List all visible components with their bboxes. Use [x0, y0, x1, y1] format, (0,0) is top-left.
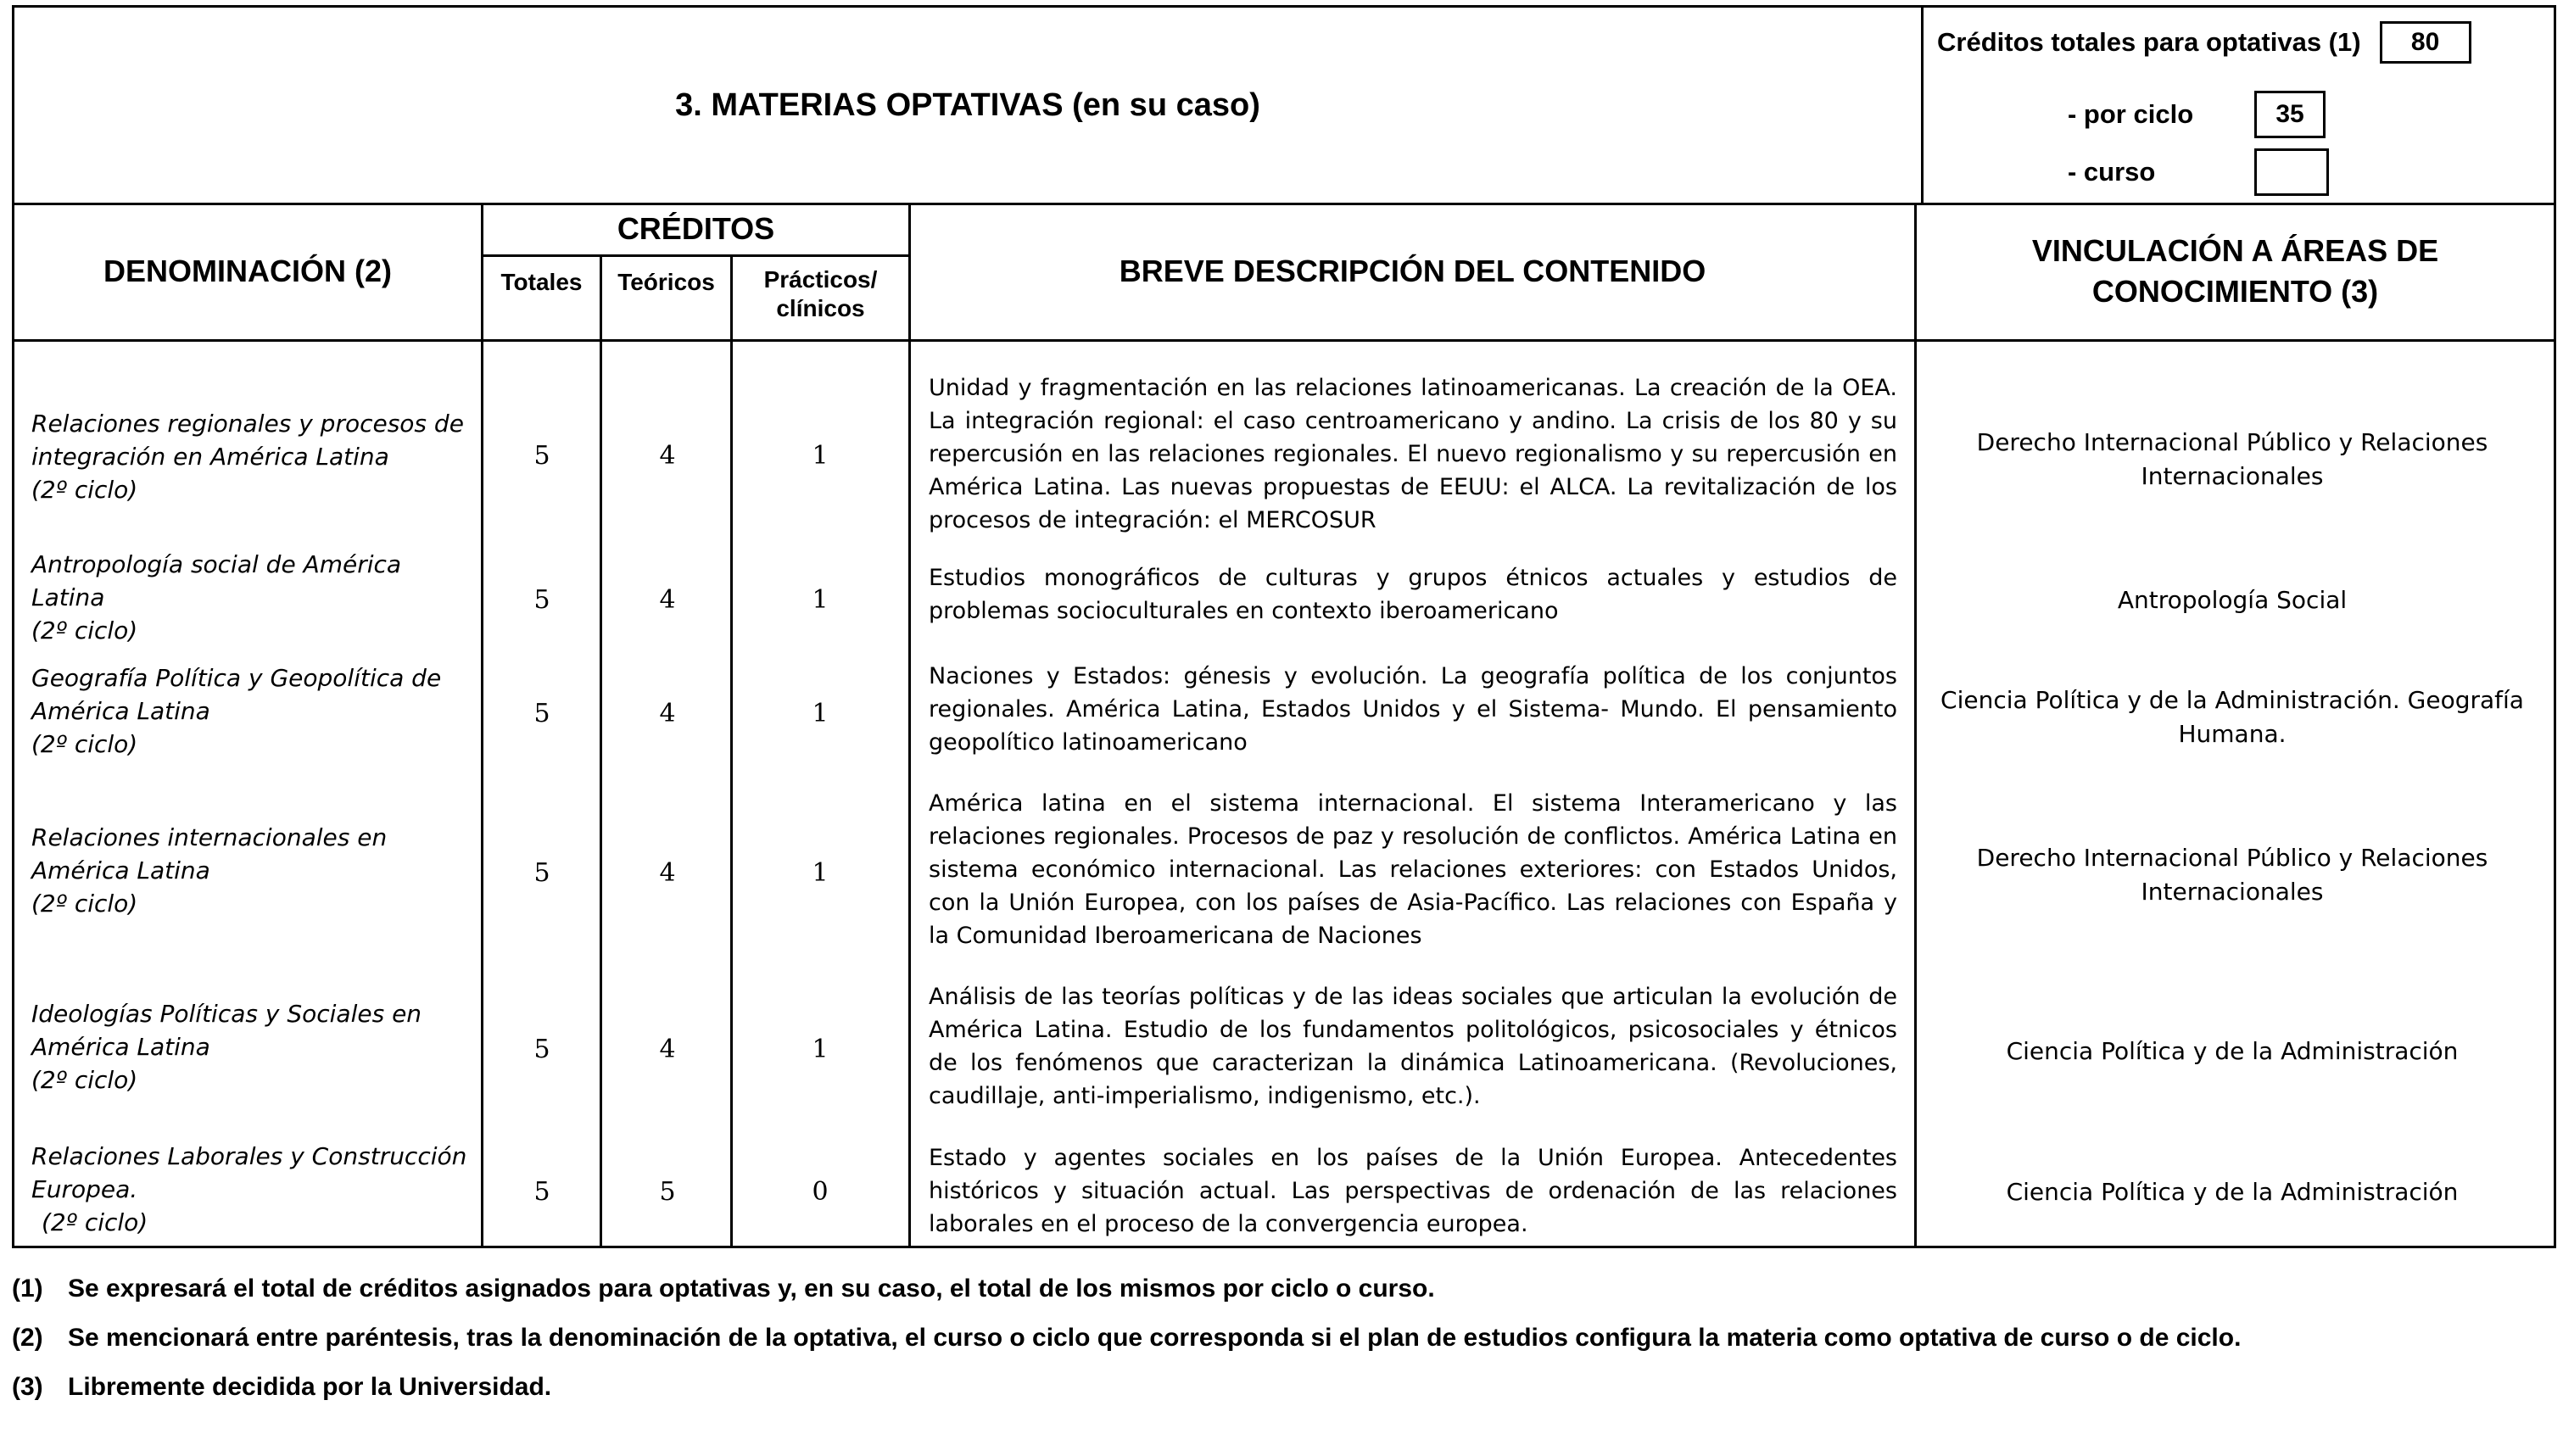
header-practicos: Prácticos/ clínicos — [763, 266, 878, 321]
row-totales: 5 — [533, 858, 550, 888]
credits-course-label: - curso — [2068, 157, 2156, 187]
footnote-text: Se mencionará entre paréntesis, tras la denominación de la optativa, el curso o ciclo que corresponda si el plan de estudios configura la materia como optativa de curso o de ciclo. — [68, 1324, 2242, 1352]
optativas-table — [12, 204, 2556, 1248]
row-ciclo: (2º ciclo) — [31, 890, 138, 918]
row-area: Antropología Social — [2117, 586, 2348, 614]
divider — [730, 256, 733, 1246]
credits-total-label: Créditos totales para optativas (1) — [1937, 27, 2361, 57]
row-denominacion-name: Ideologías Políticas y Sociales en América Latina — [31, 1000, 422, 1061]
credits-summary — [1921, 8, 2554, 203]
row-descripcion: Estudios monográficos de culturas y grupos étnicos actuales y estudios de problemas socioculturales en contexto iberoamericano — [929, 565, 1897, 624]
credits-course-row — [2068, 148, 2329, 196]
row-denominacion-name: Relaciones Laborales y Construcción Europea. — [31, 1142, 467, 1203]
row-descripcion: América latina en el sistema internacional. El sistema Interamericano y las relaciones regionales. Procesos de paz y resolución de conflictos. América Latina en sistema económico internacional. Las relaciones exteriores: con Estados Unidos, con la Unión Europea, con los países de Asia-Pacífico. Las relaciones con España y la Comunidad Iberoamericana de Naciones — [929, 790, 1897, 949]
footnote-number: (2) — [12, 1324, 43, 1352]
row-practicos: 0 — [812, 1177, 829, 1207]
divider — [600, 256, 602, 1246]
header-block — [12, 5, 2556, 205]
credits-course-value — [2254, 148, 2329, 196]
row-area: Ciencia Política y de la Administración. Geografía Humana. — [1940, 686, 2524, 748]
header-totales: Totales — [500, 269, 583, 295]
row-descripcion: Estado y agentes sociales en los países de la Unión Europea. Antecedentes históricos y situación actual. Las perspectivas de ordenación de las relaciones laborales en el proceso de la convergencia europea. — [929, 1145, 1897, 1237]
row-ciclo: (2º ciclo) — [31, 616, 138, 644]
row-area: Derecho Internacional Público y Relaciones Internacionales — [1976, 844, 2488, 906]
footnote — [12, 1321, 2548, 1355]
row-teoricos: 4 — [659, 858, 676, 888]
row-ciclo: (2º ciclo) — [31, 476, 138, 504]
header-vinculacion: VINCULACIÓN A ÁREAS DE CONOCIMIENTO (3) — [2031, 233, 2439, 309]
row-denominacion-name: Antropología social de América Latina — [31, 550, 402, 611]
row-ciclo: (2º ciclo) — [42, 1208, 148, 1236]
divider — [908, 204, 911, 1246]
footnote-text: Libremente decidida por la Universidad. — [68, 1373, 552, 1401]
credits-total-row — [1937, 21, 2471, 64]
footnotes — [12, 1272, 2548, 1420]
header-creditos: CRÉDITOS — [617, 211, 775, 246]
page-title: 3. MATERIAS OPTATIVAS (en su caso) — [675, 86, 1260, 123]
footnote — [12, 1272, 2548, 1306]
row-denominacion — [31, 407, 472, 506]
row-ciclo: (2º ciclo) — [31, 1066, 138, 1094]
row-area: Ciencia Política y de la Administración — [2006, 1037, 2459, 1065]
row-teoricos: 4 — [659, 699, 676, 728]
row-denominacion-name: Relaciones internacionales en América Latina — [31, 823, 388, 884]
footnote-number: (1) — [12, 1275, 43, 1303]
row-practicos: 1 — [812, 441, 829, 471]
credits-cycle-label: - por ciclo — [2068, 99, 2194, 129]
credits-cycle-row — [2068, 91, 2326, 138]
row-descripcion: Unidad y fragmentación en las relaciones latinoamericanas. La creación de la OEA. La integración regional: el caso centroamericano y andino. La crisis de los 80 y su repercusión en las relaciones regionales. El nuevo regionalismo y su repercusión en América Latina. Las nuevas propuestas de EEUU: el ALCA. La revitalización de los procesos de integración: el MERCOSUR — [929, 375, 1897, 533]
row-denominacion — [31, 821, 472, 920]
row-area: Derecho Internacional Público y Relaciones Internacionales — [1976, 428, 2488, 490]
row-area: Ciencia Política y de la Administración — [2006, 1178, 2459, 1206]
row-denominacion — [31, 1140, 472, 1239]
footnote-number: (3) — [12, 1373, 43, 1401]
row-teoricos: 4 — [659, 1035, 676, 1064]
row-practicos: 1 — [812, 699, 829, 728]
row-teoricos: 4 — [659, 585, 676, 615]
row-totales: 5 — [533, 1035, 550, 1064]
row-practicos: 1 — [812, 858, 829, 888]
row-denominacion-name: Relaciones regionales y procesos de integración en América Latina — [31, 410, 464, 471]
row-teoricos: 4 — [659, 441, 676, 471]
row-totales: 5 — [533, 1177, 550, 1207]
row-denominacion — [31, 661, 472, 761]
row-denominacion — [31, 997, 472, 1096]
credits-cycle-value: 35 — [2254, 91, 2326, 138]
header-denominacion: DENOMINACIÓN (2) — [103, 254, 392, 288]
row-totales: 5 — [533, 585, 550, 615]
row-denominacion — [31, 548, 472, 647]
row-totales: 5 — [533, 699, 550, 728]
row-practicos: 1 — [812, 585, 829, 615]
row-denominacion-name: Geografía Política y Geopolítica de América Latina — [31, 664, 442, 725]
row-totales: 5 — [533, 441, 550, 471]
row-teoricos: 5 — [659, 1177, 676, 1207]
footnote — [12, 1370, 2548, 1404]
row-descripcion: Naciones y Estados: génesis y evolución. La geografía política de los conjuntos regionales. América Latina, Estados Unidos y el Sistema- Mundo. El pensamiento geopolítico latinoamericano — [929, 663, 1897, 756]
header-descripcion: BREVE DESCRIPCIÓN DEL CONTENIDO — [1119, 254, 1706, 288]
header-teoricos: Teóricos — [617, 269, 715, 295]
row-practicos: 1 — [812, 1035, 829, 1064]
divider — [14, 339, 2554, 342]
credits-total-value: 80 — [2380, 21, 2471, 64]
row-descripcion: Análisis de las teorías políticas y de las ideas sociales que articulan la evolución de América Latina. Estudio de los fundamentos politológicos, psicosociales y étnicos de los fenómenos que caracterizan la dinámica Latinoamericana. (Revoluciones, caudillaje, anti-imperialismo, indigenismo, etc.). — [929, 984, 1897, 1109]
row-ciclo: (2º ciclo) — [31, 730, 138, 758]
footnote-text: Se expresará el total de créditos asignados para optativas y, en su caso, el total de los mismos por ciclo o curso. — [68, 1275, 1435, 1303]
